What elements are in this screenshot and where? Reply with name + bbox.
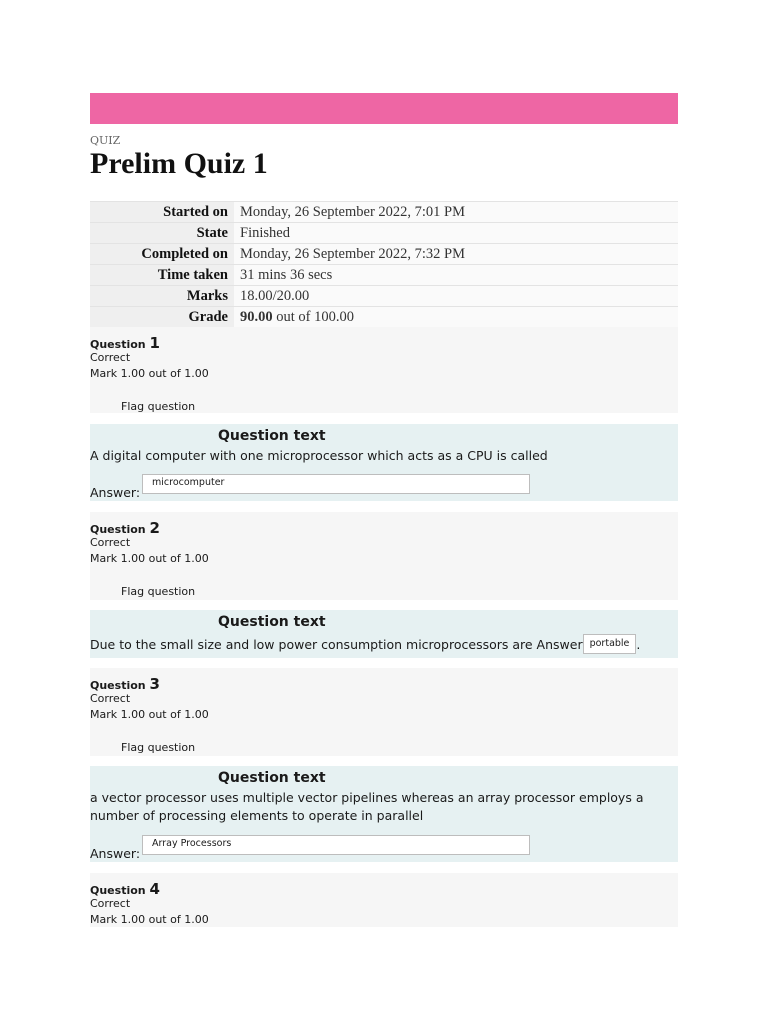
question-text: a vector processor uses multiple vector pipelines whereas an array processor employs a number of processing elements to operate in parallel	[90, 790, 644, 823]
question-mark: Mark 1.00 out of 1.00	[90, 552, 209, 565]
page-title: Prelim Quiz 1	[90, 147, 268, 180]
question-text	[90, 634, 678, 654]
question-text-heading: Question text	[218, 614, 326, 630]
summary-row-marks	[90, 286, 678, 307]
summary-value: 18.00/20.00	[234, 286, 678, 307]
question-state: Correct	[90, 351, 131, 364]
summary-label: Marks	[90, 286, 234, 307]
answer-label: Answer:	[90, 846, 141, 861]
answer-input[interactable]: microcomputer	[142, 474, 530, 494]
question-info-4	[90, 873, 678, 927]
question-number	[90, 675, 160, 693]
flag-question-link[interactable]: Flag question	[121, 741, 196, 754]
summary-value: Monday, 26 September 2022, 7:01 PM	[234, 202, 678, 223]
summary-label: Time taken	[90, 265, 234, 286]
question-word: Question	[90, 679, 146, 692]
question-number	[90, 880, 160, 898]
summary-label: Grade	[90, 307, 234, 328]
header-bar	[90, 93, 678, 124]
grade-score: 90.00	[240, 308, 273, 325]
attempt-summary-table	[90, 201, 678, 328]
flag-question-link[interactable]: Flag question	[121, 400, 196, 413]
breadcrumb[interactable]: QUIZ	[90, 134, 121, 147]
question-text-before: Due to the small size and low power consumption microprocessors are Answer	[90, 637, 583, 652]
summary-label: Completed on	[90, 244, 234, 265]
answer-input[interactable]: Array Processors	[142, 835, 530, 855]
question-mark: Mark 1.00 out of 1.00	[90, 913, 209, 926]
question-word: Question	[90, 884, 146, 897]
question-text-heading: Question text	[218, 428, 326, 444]
question-state: Correct	[90, 692, 131, 705]
question-number	[90, 334, 160, 352]
summary-row-time	[90, 265, 678, 286]
summary-label: State	[90, 223, 234, 244]
summary-row-started	[90, 202, 678, 223]
question-mark: Mark 1.00 out of 1.00	[90, 367, 209, 380]
question-state: Correct	[90, 536, 131, 549]
question-text-heading: Question text	[218, 770, 326, 786]
question-mark: Mark 1.00 out of 1.00	[90, 708, 209, 721]
summary-row-state	[90, 223, 678, 244]
question-number-value: 3	[149, 675, 160, 693]
flag-question-link[interactable]: Flag question	[121, 585, 196, 598]
question-word: Question	[90, 523, 146, 536]
summary-value: Finished	[234, 223, 678, 244]
question-text-after: .	[636, 637, 641, 652]
summary-value: Monday, 26 September 2022, 7:32 PM	[234, 244, 678, 265]
question-number-value: 1	[149, 334, 160, 352]
question-number	[90, 519, 160, 537]
question-number-value: 4	[149, 880, 160, 898]
question-info-2	[90, 512, 678, 600]
grade-total: out of 100.00	[272, 308, 354, 325]
summary-value	[234, 307, 678, 328]
question-text-box-2	[90, 610, 678, 658]
summary-value: 31 mins 36 secs	[234, 265, 678, 286]
question-info-3	[90, 668, 678, 756]
answer-input[interactable]: portable	[583, 634, 637, 654]
question-text-box-1	[90, 424, 678, 501]
question-number-value: 2	[149, 519, 160, 537]
question-state: Correct	[90, 897, 131, 910]
summary-row-completed	[90, 244, 678, 265]
question-info-1	[90, 327, 678, 413]
question-text-box-3	[90, 766, 678, 862]
question-text: A digital computer with one microprocessor which acts as a CPU is called	[90, 448, 548, 463]
question-word: Question	[90, 338, 146, 351]
summary-label: Started on	[90, 202, 234, 223]
answer-label: Answer:	[90, 485, 141, 500]
summary-row-grade	[90, 307, 678, 328]
